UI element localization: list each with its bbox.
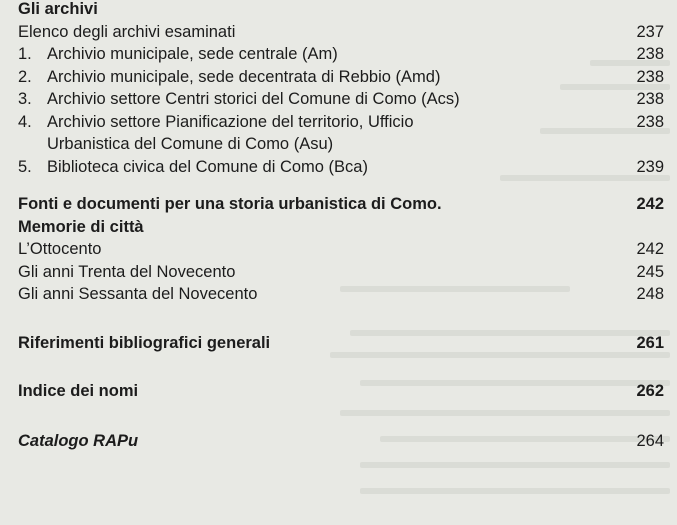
table-of-contents bbox=[18, 0, 664, 452]
toc-entry-riferimenti[interactable] bbox=[18, 332, 664, 355]
toc-entry-title: Gli anni Trenta del Novecento bbox=[18, 262, 236, 281]
toc-entry-anni-sessanta[interactable] bbox=[18, 283, 664, 306]
toc-entry-title-line-2: Urbanistica del Comune di Como (Asu) bbox=[47, 135, 334, 153]
toc-entry-number: 3. bbox=[18, 90, 32, 108]
toc-entry-archive-2[interactable] bbox=[18, 66, 664, 89]
toc-entry-title bbox=[18, 111, 414, 156]
toc-entry-page: 248 bbox=[636, 285, 664, 303]
toc-entry-number: 1. bbox=[18, 45, 32, 63]
toc-entry-page: 238 bbox=[636, 45, 664, 63]
toc-entry-catalogo[interactable] bbox=[18, 430, 664, 453]
toc-entry-page: 238 bbox=[636, 112, 664, 131]
section-heading-archivi: Gli archivi bbox=[18, 0, 98, 18]
toc-entry-page: 242 bbox=[636, 195, 664, 213]
toc-entry-fonti[interactable] bbox=[18, 193, 664, 238]
toc-entry-title: Gli anni Sessanta del Novecento bbox=[18, 285, 258, 303]
toc-entry-title bbox=[18, 193, 442, 238]
toc-entry-title: Catalogo RAPu bbox=[18, 431, 139, 450]
toc-entry-page: 237 bbox=[636, 22, 664, 41]
toc-entry-elenco[interactable] bbox=[18, 21, 664, 44]
toc-entry-page: 245 bbox=[636, 262, 664, 281]
toc-entry-page: 264 bbox=[636, 431, 664, 450]
toc-entry-ottocento[interactable] bbox=[18, 238, 664, 261]
toc-entry-page: 239 bbox=[636, 157, 664, 176]
toc-entry-page: 262 bbox=[636, 382, 664, 400]
toc-entry-archive-1[interactable] bbox=[18, 43, 664, 66]
toc-entry-title-line-1: Fonti e documenti per una storia urbanistica di Como. bbox=[18, 195, 442, 213]
toc-entry-anni-trenta[interactable] bbox=[18, 261, 664, 284]
toc-entry-page: 238 bbox=[636, 67, 664, 86]
toc-entry-archive-3[interactable] bbox=[18, 88, 664, 111]
toc-entry-title: Elenco degli archivi esaminati bbox=[18, 22, 236, 41]
toc-entry-title: Biblioteca civica del Comune di Como (Bca) bbox=[47, 157, 368, 176]
toc-entry-number: 2. bbox=[18, 67, 32, 86]
toc-entry-archive-4[interactable] bbox=[18, 111, 664, 156]
toc-entry-number: 4. bbox=[18, 112, 32, 131]
toc-entry-title-line-1: Archivio settore Pianificazione del territorio, Ufficio bbox=[47, 112, 414, 131]
toc-entry-title: L’Ottocento bbox=[18, 240, 102, 258]
toc-entry-archive-5[interactable] bbox=[18, 156, 664, 179]
toc-entry-indice[interactable] bbox=[18, 380, 664, 403]
toc-entry-page: 238 bbox=[636, 90, 664, 108]
toc-entry-title-line-2: Memorie di città bbox=[18, 217, 144, 236]
toc-entry-number: 5. bbox=[18, 157, 32, 176]
toc-entry-title: Archivio municipale, sede decentrata di Rebbio (Amd) bbox=[47, 67, 441, 86]
toc-entry-title: Archivio municipale, sede centrale (Am) bbox=[47, 45, 338, 63]
toc-entry-page: 261 bbox=[636, 333, 664, 352]
toc-entry-page: 242 bbox=[636, 240, 664, 258]
toc-entry-title: Indice dei nomi bbox=[18, 382, 139, 400]
toc-entry-title: Riferimenti bibliografici generali bbox=[18, 333, 271, 352]
toc-entry-title: Archivio settore Centri storici del Comune di Como (Acs) bbox=[47, 90, 460, 108]
